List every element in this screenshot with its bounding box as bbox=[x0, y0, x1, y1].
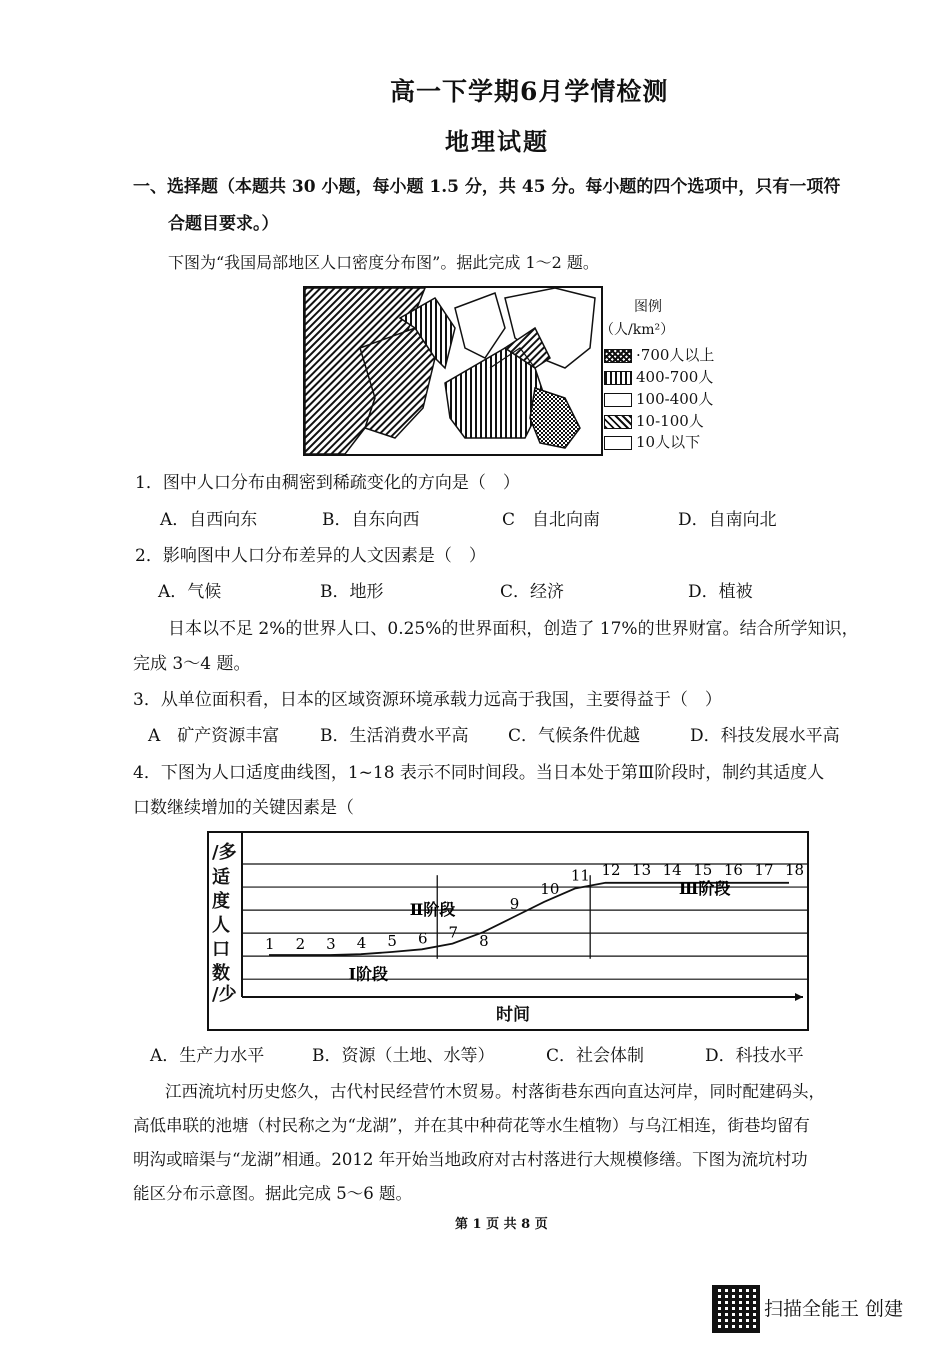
map-legend-unit: （人/km²） bbox=[600, 322, 675, 338]
legend-item: 10-100人 bbox=[604, 410, 704, 431]
q1-option-a: A．自西向东 bbox=[160, 510, 258, 530]
legend-item: ·700人以上 bbox=[604, 344, 714, 365]
question-3: 3．从单位面积看，日本的区域资源环境承载力远高于我国，主要得益于（ ） bbox=[133, 690, 722, 710]
page-footer: 第 1 页 共 8 页 bbox=[455, 1217, 548, 1232]
chart-period-label: 7 bbox=[448, 923, 459, 942]
chart-period-label: 2 bbox=[295, 935, 306, 953]
legend-swatch-diagonal bbox=[604, 415, 632, 429]
chart-period-label: 5 bbox=[387, 931, 397, 950]
section-heading-line1: 一、选择题（本题共 30 小题，每小题 1.5 分，共 45 分。每小题的四个选项中，只有一项符 bbox=[133, 177, 841, 197]
legend-swatch-dense bbox=[604, 349, 632, 363]
chart-period-label: 4 bbox=[356, 934, 367, 953]
chart-period-label: 18 bbox=[785, 860, 805, 879]
population-density-map bbox=[303, 286, 603, 456]
chart-x-arrow bbox=[795, 993, 803, 1001]
chart-period-label: 13 bbox=[632, 860, 652, 879]
q1-option-d: D．自南向北 bbox=[678, 510, 777, 530]
q3-option-c: C．气候条件优越 bbox=[508, 726, 641, 746]
chart-period-label: 10 bbox=[540, 879, 560, 898]
question-4-line2: 口数继续增加的关键因素是（ bbox=[133, 798, 354, 818]
q4-option-d: D．科技水平 bbox=[705, 1046, 804, 1066]
chart-stage-label: Ⅰ阶段 bbox=[348, 964, 389, 984]
intro-q3-4-line2: 完成 3～4 题。 bbox=[133, 654, 251, 674]
intro-q5-6-line2: 高低串联的池塘（村民称之为“龙湖”，并在其中种荷花等水生植物）与乌江相连，街巷均留有 bbox=[133, 1116, 810, 1135]
y-axis-label: 适度人口数 bbox=[212, 867, 230, 984]
chart-period-label: 1 bbox=[265, 935, 275, 953]
legend-swatch-vertical bbox=[604, 371, 632, 385]
legend-item: 10人以下 bbox=[604, 431, 700, 452]
chart-stage-label: Ⅱ阶段 bbox=[409, 900, 456, 920]
q3-option-b: B．生活消费水平高 bbox=[320, 726, 469, 746]
exam-title: 高一下学期6月学情检测 bbox=[390, 77, 669, 106]
chart-period-label: 9 bbox=[509, 895, 520, 913]
chart-period-label: 3 bbox=[326, 935, 336, 953]
y-axis-bottom-label: /少 bbox=[212, 984, 237, 1005]
q4-option-c: C．社会体制 bbox=[546, 1046, 645, 1066]
q3-option-d: D．科技发展水平高 bbox=[690, 726, 840, 746]
exam-subtitle: 地理试题 bbox=[445, 127, 549, 156]
legend-swatch-blank bbox=[604, 393, 632, 407]
chart-period-label: 6 bbox=[417, 929, 428, 948]
question-1: 1．图中人口分布由稠密到稀疏变化的方向是（ ） bbox=[135, 473, 520, 493]
question-2: 2．影响图中人口分布差异的人文因素是（ ） bbox=[135, 546, 486, 566]
chart-period-label: 8 bbox=[479, 932, 489, 951]
legend-swatch-empty bbox=[604, 436, 632, 450]
qr-code-icon bbox=[712, 1285, 760, 1333]
legend-item: 400-700人 bbox=[604, 366, 713, 387]
intro-q3-4-line1: 日本以不足 2%的世界人口、0.25%的世界面积，创造了 17%的世界财富。结合所学知识， bbox=[168, 619, 859, 639]
legend-item: 100-400人 bbox=[604, 388, 713, 409]
q2-option-d: D．植被 bbox=[688, 582, 753, 602]
intro-q1-2: 下图为“我国局部地区人口密度分布图”。据此完成 1～2 题。 bbox=[168, 253, 599, 272]
q2-option-c: C．经济 bbox=[500, 582, 565, 602]
q4-option-b: B．资源（土地、水等） bbox=[312, 1046, 495, 1066]
x-axis-label: 时间 bbox=[496, 1005, 530, 1025]
section-heading-line2: 合题目要求。） bbox=[168, 214, 279, 234]
chart-period-label: 15 bbox=[693, 860, 713, 879]
scanner-watermark: 扫描全能王 创建 bbox=[764, 1298, 904, 1320]
q2-option-b: B．地形 bbox=[320, 582, 384, 602]
chart-period-label: 14 bbox=[662, 860, 682, 879]
chart-period-label: 16 bbox=[723, 860, 743, 879]
q2-option-a: A．气候 bbox=[158, 582, 222, 602]
map-legend-title: 图例 bbox=[634, 299, 662, 315]
question-4-line1: 4．下图为人口适度曲线图，1~18 表示不同时间段。当日本处于第Ⅲ阶段时，制约其适度人 bbox=[133, 763, 825, 783]
q3-option-a: A 矿产资源丰富 bbox=[148, 726, 280, 746]
y-axis-top-label: /多 bbox=[212, 842, 237, 863]
q1-option-c: C 自北向南 bbox=[502, 510, 601, 530]
q1-option-b: B．自东向西 bbox=[322, 510, 420, 530]
q4-option-a: A．生产力水平 bbox=[150, 1046, 265, 1066]
chart-period-label: 11 bbox=[570, 866, 590, 885]
chart-stage-label: Ⅲ阶段 bbox=[678, 879, 731, 899]
chart-period-label: 12 bbox=[601, 860, 621, 879]
intro-q5-6-line1: 江西流坑村历史悠久，古代村民经营竹木贸易。村落街巷东西向直达河岸，同时配建码头， bbox=[165, 1082, 825, 1101]
chart-period-label: 17 bbox=[754, 860, 774, 879]
intro-q5-6-line3: 明沟或暗渠与“龙湖”相通。2012 年开始当地政府对古村落进行大规模修缮。下图为流坑村功 bbox=[133, 1150, 808, 1169]
intro-q5-6-line4: 能区分布示意图。据此完成 5～6 题。 bbox=[133, 1184, 412, 1203]
